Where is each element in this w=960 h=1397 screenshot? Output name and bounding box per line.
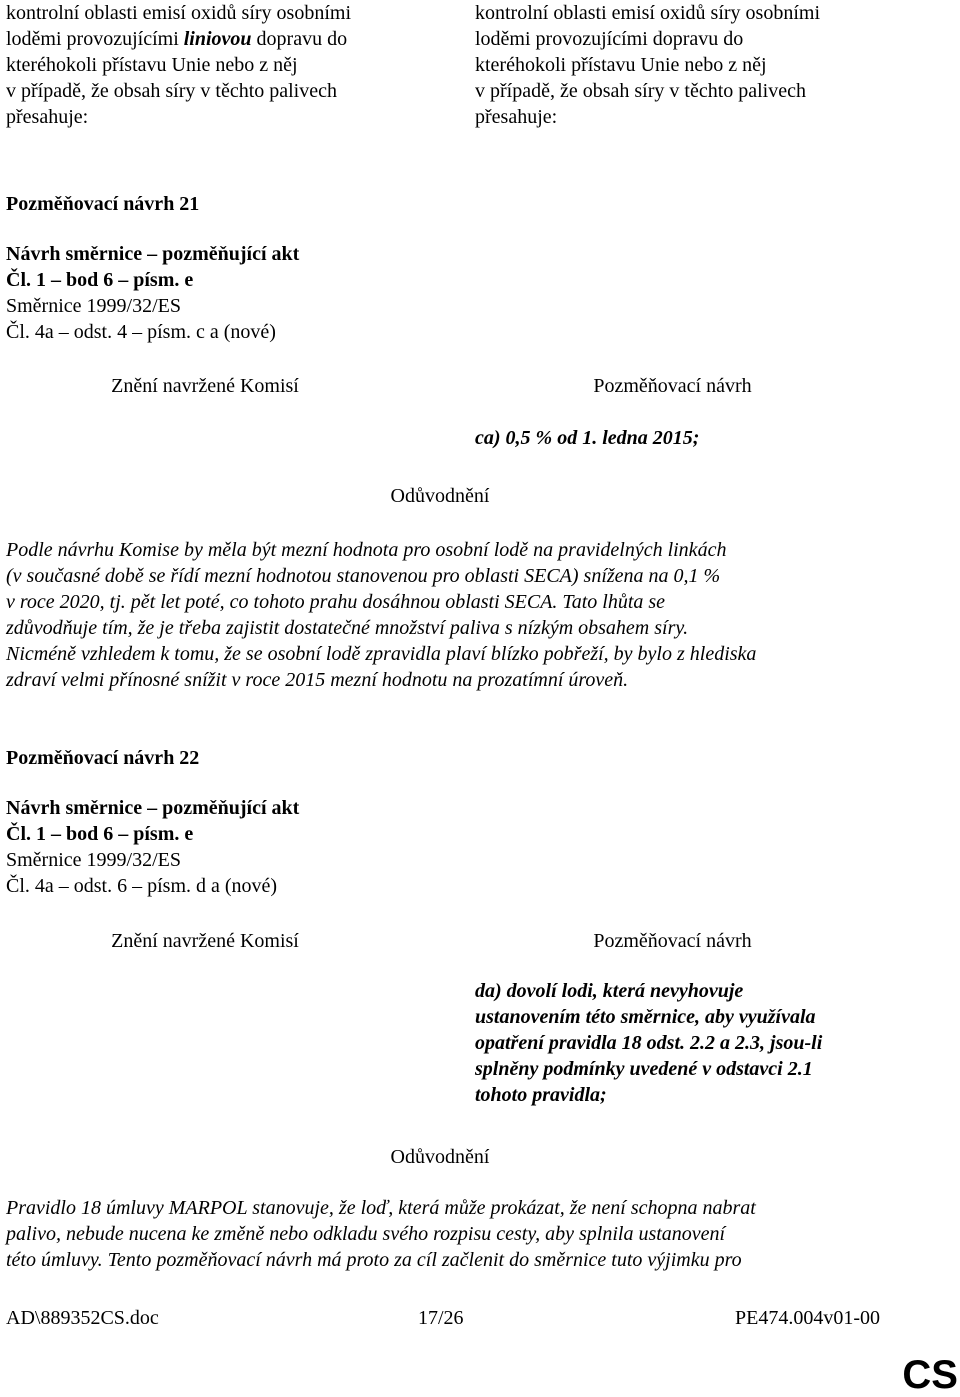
amendment-text: ca) 0,5 % od 1. ledna 2015; bbox=[475, 427, 700, 449]
amendment-22-header bbox=[6, 745, 706, 899]
justification-text: Podle návrhu Komise by měla být mezní hodnota pro osobní lodě na pravidelných linkách (v současné době se řídí mezní hodnotou stanovenou pro oblasti SECA) snížena na 0,1 % v roce 2020, tj. pět let poté, co tohoto prahu dosáhnou oblasti SECA. Tato lhůta se zdůvodňuje tím, že je třeba zajistit dostatečné množství paliva s nízkým obsahem síry. Nicméně vzhledem k tomu, že se osobní lodě zpravidla plaví blízko pobřeží, by bylo z hlediska zdraví velmi přínosné snížit v roce 2015 mezní hodnotu na prozatímní úroveň. bbox=[6, 539, 757, 691]
top-left-text bbox=[6, 0, 446, 130]
article-line: Čl. 1 – bod 6 – písm. e bbox=[6, 269, 194, 291]
top-left-post: dopravu do kteréhokoli přístavu Unie nebo z něj v případě, že obsah síry v těchto palivech přesahuje: bbox=[6, 28, 348, 128]
column-head-commission: Znění navržené Komisí bbox=[111, 930, 299, 952]
directive-line: Směrnice 1999/32/ES bbox=[6, 849, 181, 871]
reference-line: Čl. 4a – odst. 4 – písm. c a (nové) bbox=[6, 321, 276, 343]
column-head-amendment: Pozměňovací návrh bbox=[593, 930, 752, 952]
footer-pe-ref: PE474.004v01-00 bbox=[735, 1307, 880, 1329]
directive-line: Směrnice 1999/32/ES bbox=[6, 295, 181, 317]
justification-heading: Odůvodnění bbox=[390, 1146, 490, 1168]
amendment-title: Pozměňovací návrh 22 bbox=[6, 747, 200, 769]
footer-page-number: 17/26 bbox=[418, 1307, 464, 1329]
reference-line: Čl. 4a – odst. 6 – písm. d a (nové) bbox=[6, 875, 278, 897]
justification-text: Pravidlo 18 úmluvy MARPOL stanovuje, že loď, která může prokázat, že není schopna nabrat palivo, nebude nucena ke změně nebo odkladu svého rozpisu cesty, aby splnila ustanovení této úmluvy. Tento pozměňovací návrh má proto za cíl začlenit do směrnice tuto výjimku pro bbox=[6, 1197, 756, 1271]
article-line: Čl. 1 – bod 6 – písm. e bbox=[6, 823, 194, 845]
amendment-21-header bbox=[6, 191, 706, 345]
top-left-emphasis: liniovou bbox=[183, 28, 252, 50]
language-code: CS bbox=[902, 1353, 958, 1397]
column-head-commission: Znění navržené Komisí bbox=[111, 375, 299, 397]
amendment-title: Pozměňovací návrh 21 bbox=[6, 193, 200, 215]
amendment-text: da) dovolí lodi, která nevyhovuje ustanovením této směrnice, aby využívala opatření pravidla 18 odst. 2.2 a 2.3, jsou-li splněny podmínky uvedené v odstavci 2.1 tohoto pravidla; bbox=[475, 980, 823, 1106]
column-head-amendment: Pozměňovací návrh bbox=[593, 375, 752, 397]
top-right-text: kontrolní oblasti emisí oxidů síry osobními loděmi provozujícími dopravu do kteréhokoli přístavu Unie nebo z něj v případě, že obsah síry v těchto palivech přesahuje: bbox=[475, 2, 820, 128]
proposal-line: Návrh směrnice – pozměňující akt bbox=[6, 243, 300, 265]
top-left-pre: kontrolní oblasti emisí oxidů síry osobními loděmi provozujícími bbox=[6, 2, 351, 50]
justification-heading: Odůvodnění bbox=[390, 485, 490, 507]
proposal-line: Návrh směrnice – pozměňující akt bbox=[6, 797, 300, 819]
footer-doc-ref: AD\889352CS.doc bbox=[6, 1307, 159, 1329]
